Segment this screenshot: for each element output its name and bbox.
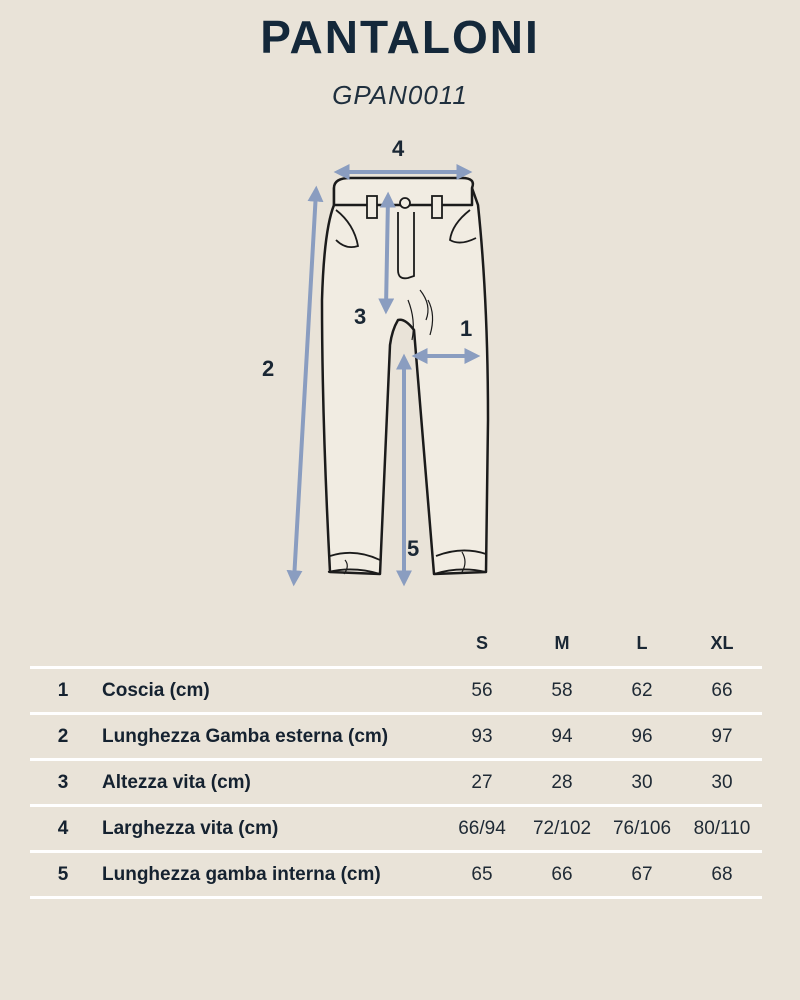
row-label: Coscia (cm) xyxy=(96,668,442,714)
label-waist-height: 3 xyxy=(354,304,367,329)
value-m: 94 xyxy=(522,714,602,760)
size-l-header: L xyxy=(602,620,682,668)
row-label: Lunghezza gamba interna (cm) xyxy=(96,852,442,898)
value-s: 27 xyxy=(442,760,522,806)
value-l: 30 xyxy=(602,760,682,806)
value-l: 67 xyxy=(602,852,682,898)
row-number: 4 xyxy=(30,806,96,852)
value-m: 66 xyxy=(522,852,602,898)
header-label xyxy=(96,620,442,668)
value-m: 58 xyxy=(522,668,602,714)
value-l: 96 xyxy=(602,714,682,760)
size-header-row xyxy=(30,620,762,668)
value-xl: 80/110 xyxy=(682,806,762,852)
value-xl: 68 xyxy=(682,852,762,898)
row-label: Lunghezza Gamba esterna (cm) xyxy=(96,714,442,760)
size-table xyxy=(30,620,762,899)
table-row xyxy=(30,714,762,760)
value-l: 62 xyxy=(602,668,682,714)
value-s: 56 xyxy=(442,668,522,714)
row-number: 2 xyxy=(30,714,96,760)
row-label: Larghezza vita (cm) xyxy=(96,806,442,852)
size-xl-header: XL xyxy=(682,620,762,668)
value-xl: 30 xyxy=(682,760,762,806)
header-num xyxy=(30,620,96,668)
row-number: 1 xyxy=(30,668,96,714)
label-inner-leg: 5 xyxy=(407,536,420,561)
value-s: 66/94 xyxy=(442,806,522,852)
value-s: 65 xyxy=(442,852,522,898)
label-waist-width: 4 xyxy=(392,136,405,161)
label-thigh: 1 xyxy=(460,316,473,341)
product-code: GPAN0011 xyxy=(332,80,468,110)
value-m: 28 xyxy=(522,760,602,806)
table-row xyxy=(30,760,762,806)
value-l: 76/106 xyxy=(602,806,682,852)
row-label: Altezza vita (cm) xyxy=(96,760,442,806)
row-number: 3 xyxy=(30,760,96,806)
size-s-header: S xyxy=(442,620,522,668)
table-row xyxy=(30,668,762,714)
label-outer-leg: 2 xyxy=(262,356,275,381)
value-s: 93 xyxy=(442,714,522,760)
size-m-header: M xyxy=(522,620,602,668)
arrow-waist-height xyxy=(386,198,388,308)
page-title: PANTALONI xyxy=(260,11,540,63)
value-m: 72/102 xyxy=(522,806,602,852)
table-row xyxy=(30,806,762,852)
arrow-outer-leg xyxy=(294,192,316,580)
value-xl: 97 xyxy=(682,714,762,760)
row-number: 5 xyxy=(30,852,96,898)
value-xl: 66 xyxy=(682,668,762,714)
table-row xyxy=(30,852,762,898)
